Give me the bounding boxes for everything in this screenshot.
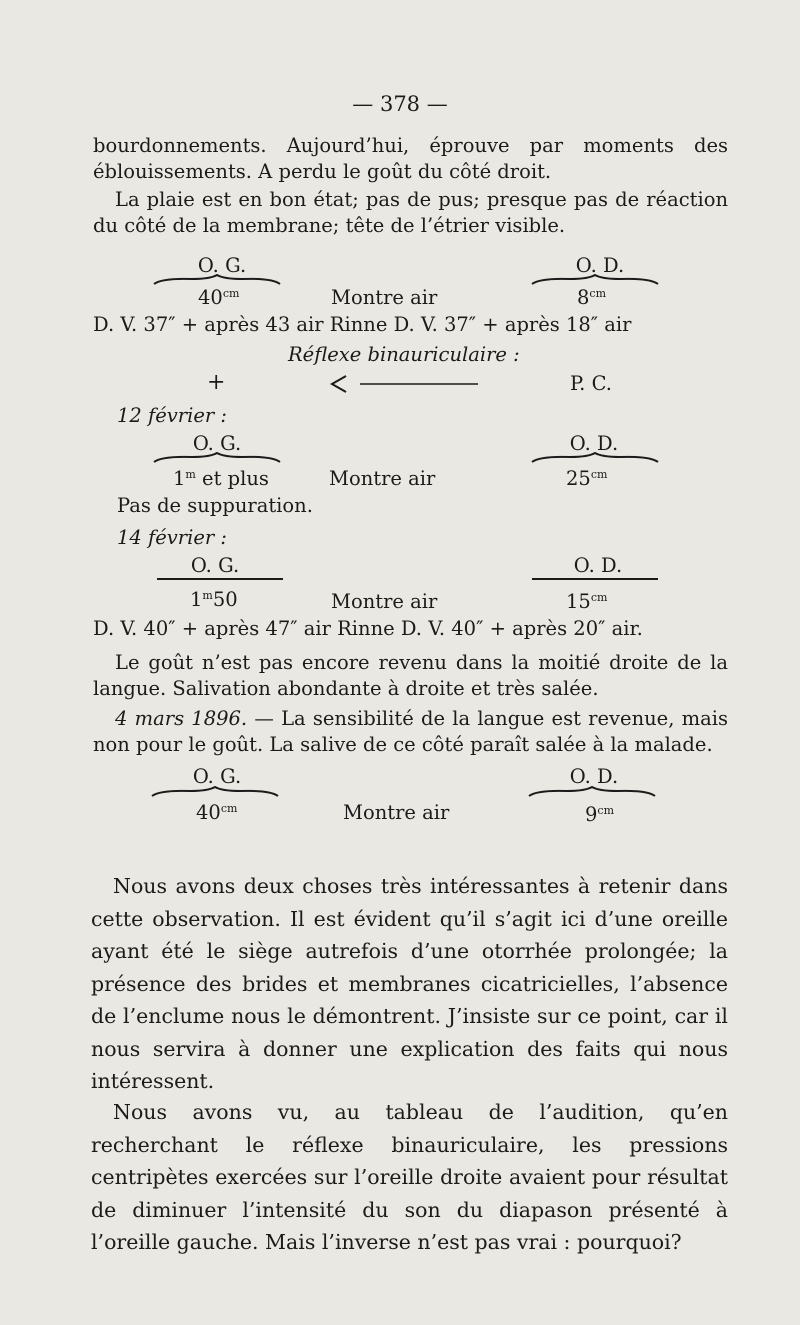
mars-date: 4 mars 1896. — [115, 707, 248, 730]
feb14-right-line — [530, 575, 660, 587]
t1-right-brace — [530, 274, 660, 286]
feb14-right-value — [566, 590, 607, 613]
feb12-left-brace — [152, 452, 282, 464]
mars-left-unit: cm — [220, 802, 238, 815]
feb14-mid-label: Montre air — [331, 590, 438, 613]
paragraph-5: Nous avons vu, au tableau de l’audition, qu’en recherchant le réflexe binauriculaire, les pressions centripètes exercées sur l’oreille droite avaient pour résultat de diminuer l’intensité du son du diapason présenté à l’oreille gauche. Mais l’inverse n’est pas vrai : pourquoi? — [91, 1100, 728, 1254]
t1-left-value — [198, 286, 239, 309]
feb12-left-unit: m — [185, 468, 196, 481]
feb12-right-value — [566, 467, 607, 490]
t1-mid-label: Montre air — [331, 286, 438, 309]
t1-dv-line: D. V. 37″ + après 43 air Rinne D. V. 37″ + après 18″ air — [93, 313, 632, 336]
t1-right-unit: cm — [589, 287, 607, 300]
feb12-right-brace — [530, 452, 660, 464]
page-number: — 378 — — [352, 92, 448, 116]
mars-right-unit: cm — [597, 804, 615, 817]
feb12-og-label: O. G. — [192, 432, 242, 455]
mars-right-number: 9 — [585, 803, 598, 826]
feb14-left-value — [190, 588, 238, 611]
mars-paragraph — [93, 706, 728, 758]
feb12-right-unit: cm — [590, 468, 608, 481]
feb12-date: 12 février : — [117, 404, 227, 427]
t1-od-label: O. D. — [575, 254, 625, 277]
feb14-right-number: 15 — [566, 590, 591, 613]
feb14-left-rest: 50 — [212, 588, 238, 611]
feb14-right-unit: cm — [590, 591, 608, 604]
mars-od-label: O. D. — [569, 765, 619, 788]
feb12-mid-label: Montre air — [329, 467, 436, 490]
mars-text: — La sensibilité de la langue est revenue, mais non pour le goût. La salive de ce côté paraît salée à la malade. — [93, 707, 729, 756]
mars-right-brace — [527, 786, 657, 798]
paragraph-1: bourdonnements. Aujourd’hui, éprouve par moments des éblouissements. A perdu le goût du côté droit. — [93, 134, 728, 183]
t1-plus-sign: + — [207, 370, 226, 395]
t1-left-unit: cm — [222, 287, 240, 300]
mars-left-number: 40 — [196, 801, 221, 824]
feb14-left-line — [155, 575, 285, 587]
mars-left-value — [196, 801, 237, 824]
mars-mid-label: Montre air — [343, 801, 450, 824]
feb12-left-value — [173, 467, 269, 490]
feb14-date: 14 février : — [117, 526, 227, 549]
feb12-left-rest: et plus — [195, 467, 269, 490]
t1-right-number: 8 — [577, 286, 590, 309]
feb12-note: Pas de suppuration. — [117, 494, 313, 517]
paragraph-2: La plaie est en bon état; pas de pus; presque pas de réaction du côté de la membrane; tête de l’étrier visible. — [93, 188, 728, 237]
feb14-dv-line: D. V. 40″ + après 47″ air Rinne D. V. 40″ + après 20″ air. — [93, 617, 643, 640]
mars-left-brace — [150, 786, 280, 798]
t1-og-label: O. G. — [197, 254, 247, 277]
paragraph-4: Nous avons deux choses très intéressantes à retenir dans cette observation. Il est évident qu’il s’agit ici d’une oreille ayant été le siège autrefois d’une otorrhée prolongée; la présence des brides et membranes cicatricielles, l’absence de l’enclume nous le démontrent. J’insiste sur ce point, car il nous servira à donner une explication des faits qui nous intéressent. — [91, 874, 728, 1093]
feb14-od-label: O. D. — [573, 554, 623, 577]
paragraph-3: Le goût n’est pas encore revenu dans la moitié droite de la langue. Salivation abondante à droite et très salée. — [93, 651, 728, 700]
mars-right-value — [585, 803, 614, 826]
mars-og-label: O. G. — [192, 765, 242, 788]
t1-pc-label: P. C. — [570, 372, 612, 395]
less-than-arrow — [330, 372, 480, 400]
feb12-od-label: O. D. — [569, 432, 619, 455]
feb14-og-label: O. G. — [190, 554, 240, 577]
feb14-left-number: 1 — [190, 588, 203, 611]
t1-right-value — [577, 286, 606, 309]
t1-left-brace — [152, 274, 282, 286]
t1-left-number: 40 — [198, 286, 223, 309]
feb12-right-number: 25 — [566, 467, 591, 490]
t1-reflexe-label: Réflexe binauriculaire : — [288, 343, 520, 366]
feb12-left-number: 1 — [173, 467, 186, 490]
feb14-left-unit: m — [202, 589, 213, 602]
